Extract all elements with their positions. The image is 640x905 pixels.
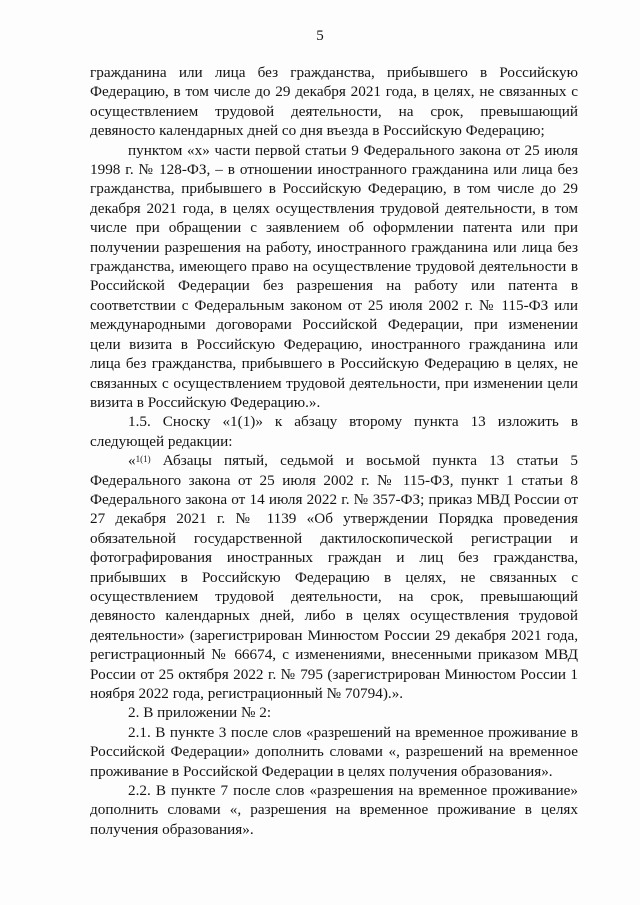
- paragraph: 1.5. Сноску «1(1)» к абзацу второму пункта 13 изложить в следующей редакции:: [90, 413, 578, 450]
- footnote-paragraph: [90, 451, 578, 703]
- page-number: 5: [316, 28, 324, 44]
- footnote-mark: 1(1): [135, 454, 151, 465]
- paragraph: 2.1. В пункте 3 после слов «разрешений на временное проживание в Российской Федерации» дополнить словами «, разрешений на временное проживание в Российской Федерации в целях получения образования».: [90, 723, 578, 780]
- footnote-text: Абзацы пятый, седьмой и восьмой пункта 13 статьи 5 Федерального закона от 25 июля 2002 г. № 115-ФЗ, пункт 1 статьи 8 Федерального закона от 14 июля 2022 г. № 357-ФЗ; приказ МВД России от 27 декабря 2021 г. № 1139 «Об утверждении Порядка проведения обязательной государственной дактилоскопической регистрации и фотографирования иностранных граждан и лиц без гражданства, прибывших в Российскую Федерацию в целях, не связанных с осуществлением трудовой деятельности, на срок, превышающий девяносто календарных дней, либо в целях осуществления трудовой деятельности» (зарегистрирован Минюстом России 29 декабря 2021 года, регистрационный № 66674, с изменениями, внесенными приказом МВД России от 25 октября 2022 г. № 795 (зарегистрирован Минюстом России 1 ноября 2022 года, регистрационный № 70794).».: [90, 452, 578, 702]
- document-body: [90, 63, 578, 839]
- paragraph: пунктом «х» части первой статьи 9 Федерального закона от 25 июля 1998 г. № 128-ФЗ, – в отношении иностранного гражданина или лица без гражданства, прибывшего в Российскую Федерацию, в том числе до 29 декабря 2021 года, в целях осуществления трудовой деятельности, в том числе при обращении с заявлением об оформлении патента или при получении разрешения на работу, иностранного гражданина или лица без гражданства, имеющего право на осуществление трудовой деятельности в Российской Федерации без разрешения на работу или патента в соответствии с Федеральным законом от 25 июля 2002 г. № 115-ФЗ или международными договорами Российской Федерации, при изменении цели визита в Российскую Федерацию, иностранного гражданина или лица без гражданства, прибывшего в Российскую Федерацию в целях, не связанных с осуществлением трудовой деятельности, при изменении цели визита в Российскую Федерацию.».: [90, 141, 578, 411]
- paragraph: 2. В приложении № 2:: [128, 704, 272, 722]
- open-quote: «: [128, 452, 136, 470]
- paragraph: 2.2. В пункте 7 после слов «разрешения на временное проживание» дополнить словами «, разрешения на временное проживание в целях получения образования».: [90, 782, 578, 838]
- paragraph: гражданина или лица без гражданства, прибывшего в Российскую Федерацию, в том числе до 29 декабря 2021 года, в целях, не связанных с осуществлением трудовой деятельности, на срок, превышающий девяносто календарных дней со дня въезда в Российскую Федерацию;: [90, 64, 578, 140]
